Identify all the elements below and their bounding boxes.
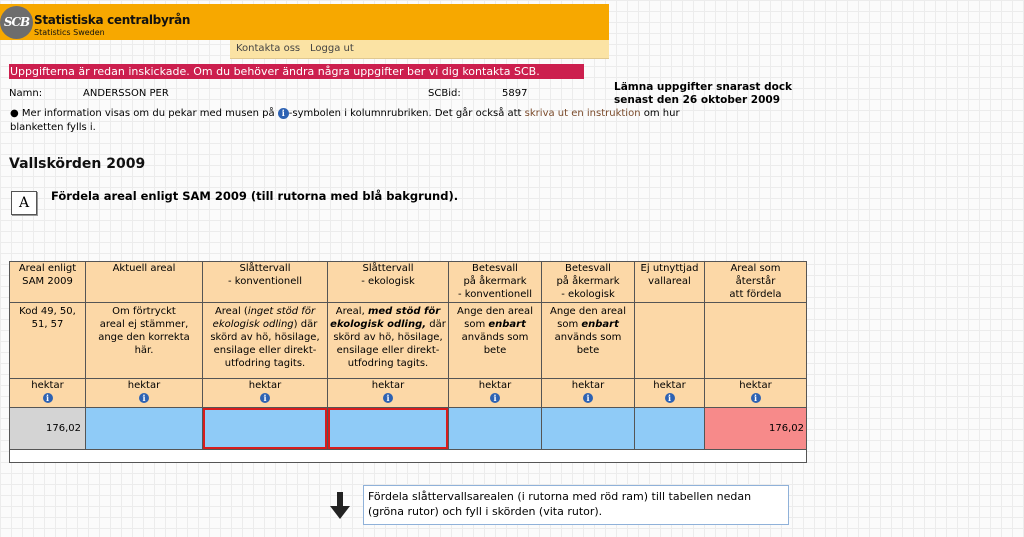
deadline-line-1: Lämna uppgifter snarast dock <box>614 81 793 93</box>
info-part-3: om hur <box>643 108 680 119</box>
scb-logo-icon: SCB <box>0 6 33 39</box>
col-title-current: Aktuell areal <box>86 262 203 303</box>
contact-link[interactable]: Kontakta oss <box>236 43 301 54</box>
section-letter-box: A <box>11 191 37 215</box>
col-desc-unused <box>635 303 705 379</box>
col-desc-slatter-eko: Areal, med stöd för ekologisk odling, där skörd av hö, hösilage, ensilage eller direkt-utfodring tagits. <box>328 303 449 379</box>
page-title: Vallskörden 2009 <box>9 156 146 172</box>
col-desc-remaining <box>705 303 807 379</box>
info-icon: i <box>278 108 289 119</box>
col-desc-bete-konv: Ange den areal som enbart används som bete <box>449 303 542 379</box>
logout-link[interactable]: Logga ut <box>310 43 354 54</box>
column-title-row <box>10 262 807 303</box>
org-name: Statistiska centralbyrån <box>34 13 191 27</box>
bete-konv-input[interactable] <box>449 408 542 450</box>
info-icon[interactable]: i <box>139 393 149 403</box>
submitted-alert: Uppgifterna är redan inskickade. Om du behöver ändra några uppgifter ber vi dig kontakta SCB. <box>9 64 584 79</box>
info-icon[interactable]: i <box>665 393 675 403</box>
info-icon[interactable]: i <box>751 393 761 403</box>
info-part-2: -symbolen i kolumnrubriken. Det går också att <box>288 108 522 119</box>
info-icon[interactable]: i <box>383 393 393 403</box>
unit-cell: hektar i <box>635 379 705 408</box>
col-title-unused: Ej utnyttjad vallareal <box>635 262 705 303</box>
instruction-link[interactable]: skriva ut en instruktion <box>524 108 641 119</box>
info-part-4: blanketten fylls i. <box>10 122 96 133</box>
slatter-konv-input[interactable] <box>203 408 328 450</box>
column-desc-row <box>10 303 807 379</box>
col-desc-current: Om förtryckt areal ej stämmer, ange den korrekta här. <box>86 303 203 379</box>
sam-areal-value: 176,02 <box>10 408 86 450</box>
col-desc-slatter-konv: Areal (inget stöd för ekologisk odling) där skörd av hö, hösilage, ensilage eller direkt-utfodring tagits. <box>203 303 328 379</box>
unit-row <box>10 379 807 408</box>
unit-cell: hektar i <box>542 379 635 408</box>
info-part-1: Mer information visas om du pekar med musen på <box>21 108 275 119</box>
col-title-slatter-eko: Slåttervall - ekologisk <box>328 262 449 303</box>
bete-eko-input[interactable] <box>542 408 635 450</box>
col-title-bete-eko: Betesvall på åkermark - ekologisk <box>542 262 635 303</box>
info-icon[interactable]: i <box>490 393 500 403</box>
bullet-icon: ● <box>10 108 19 119</box>
scbid-value: 5897 <box>502 88 528 99</box>
unit-cell: hektar i <box>86 379 203 408</box>
nav-bar <box>230 40 609 59</box>
hint-box: Fördela slåttervallsarealen (i rutorna med röd ram) till tabellen nedan (gröna rutor) och fyll i skörden (vita rutor). <box>363 485 789 525</box>
slatter-eko-input[interactable] <box>328 408 449 450</box>
spacer-cell <box>10 450 807 463</box>
col-title-slatter-konv: Slåttervall - konventionell <box>203 262 328 303</box>
name-value: ANDERSSON PER <box>83 88 169 99</box>
col-desc-sam: Kod 49, 50, 51, 57 <box>10 303 86 379</box>
info-icon[interactable]: i <box>260 393 270 403</box>
unit-cell: hektar i <box>449 379 542 408</box>
down-arrow-icon <box>329 492 351 520</box>
section-instruction: Fördela areal enligt SAM 2009 (till rutorna med blå bakgrund). <box>51 189 459 203</box>
unit-cell: hektar i <box>328 379 449 408</box>
unit-cell: hektar i <box>10 379 86 408</box>
unit-cell: hektar i <box>705 379 807 408</box>
name-label: Namn: <box>9 88 43 99</box>
allocation-table <box>9 261 807 463</box>
remaining-value: 176,02 <box>705 408 807 450</box>
current-areal-input[interactable] <box>86 408 203 450</box>
scbid-label: SCBid: <box>428 88 461 99</box>
col-title-sam: Areal enligt SAM 2009 <box>10 262 86 303</box>
unit-cell: hektar i <box>203 379 328 408</box>
spacer-row <box>10 450 807 463</box>
unused-input[interactable] <box>635 408 705 450</box>
input-row <box>10 408 807 450</box>
deadline-notice <box>614 81 814 107</box>
deadline-line-2: senast den 26 oktober 2009 <box>614 94 781 106</box>
info-icon[interactable]: i <box>43 393 53 403</box>
info-icon[interactable]: i <box>583 393 593 403</box>
col-title-bete-konv: Betesvall på åkermark - konventionell <box>449 262 542 303</box>
info-text <box>10 107 730 135</box>
org-subtitle: Statistics Sweden <box>34 28 105 37</box>
col-title-remaining: Areal som återstår att fördela <box>705 262 807 303</box>
col-desc-bete-eko: Ange den areal som enbart används som bete <box>542 303 635 379</box>
